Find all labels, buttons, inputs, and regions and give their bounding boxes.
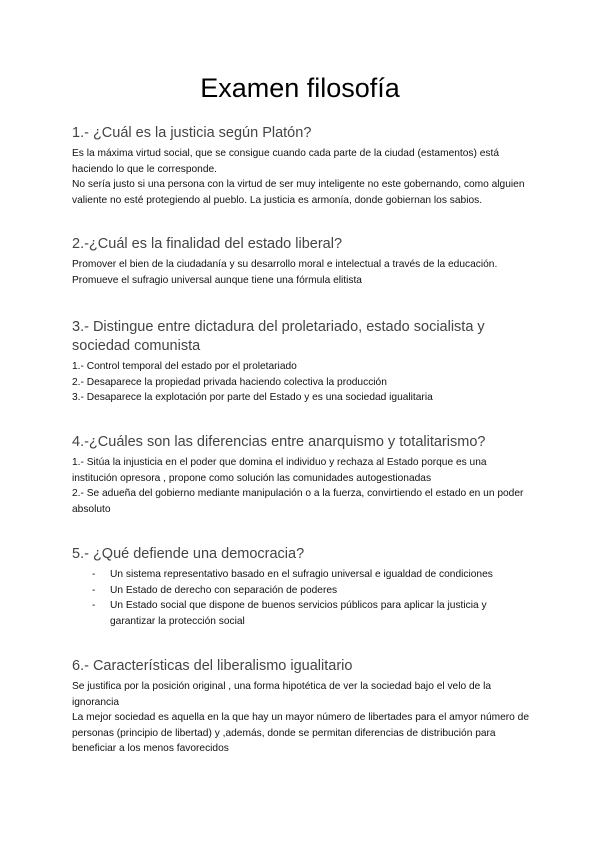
- answer-5-list-item: [92, 567, 534, 583]
- question-2-heading: 2.-¿Cuál es la finalidad del estado liberal?: [72, 236, 343, 252]
- question-section-4: [72, 433, 534, 517]
- answer-4-paragraph-1: 1.- Sitúa la injusticia en el poder que domina el individuo y rechaza al Estado porque es una institución opresora , propone como solución las comunidades autogestionadas: [72, 457, 487, 484]
- dash-bullet-icon: -: [92, 584, 96, 596]
- question-section-6: [72, 657, 534, 757]
- answer-5-item-1-text: Un sistema representativo basado en el sufragio universal e igualdad de condiciones: [110, 569, 493, 580]
- answer-1-paragraph-2: No sería justo si una persona con la virtud de ser muy inteligente no este gobernando, como alguien valiente no esté protegiendo al pueblo. La justicia es armonía, donde gobiernan los sabios.: [72, 179, 525, 206]
- answer-5-list: [72, 567, 534, 629]
- answer-5-item-2-text: Un Estado de derecho con separación de poderes: [110, 584, 338, 596]
- dash-bullet-icon: -: [92, 600, 96, 611]
- answer-2-paragraph-1: Promover el bien de la ciudadanía y su desarrollo moral e intelectual a través de la educación. Promueve el sufragio universal aunque tiene una fórmula elitista: [72, 259, 498, 286]
- question-4-heading: 4.-¿Cuáles son las diferencias entre anarquismo y totalitarismo?: [72, 434, 486, 450]
- answer-3-line-3: 3.- Desaparece la explotación por parte del Estado y es una sociedad igualitaria: [72, 392, 433, 403]
- answer-6-paragraph-2: La mejor sociedad es aquella en la que hay un mayor número de libertades para el amyor número de personas (principio de libertad) y ,además, donde se permitan diferencias de distribución para beneficiar a los menos favorecidos: [72, 712, 530, 754]
- question-section-5: [72, 545, 534, 629]
- question-section-1: [72, 124, 534, 208]
- question-1-heading: 1.- ¿Cuál es la justicia según Platón?: [72, 125, 312, 141]
- answer-5-list-item: [92, 583, 534, 599]
- question-6-heading: 6.- Características del liberalismo igualitario: [72, 658, 353, 674]
- question-section-2: [72, 235, 534, 288]
- answer-1-paragraph-1: Es la máxima virtud social, que se consigue cuando cada parte de la ciudad (estamentos) está haciendo lo que le corresponde.: [72, 148, 499, 175]
- question-3-heading: 3.- Distingue entre dictadura del proletariado, estado socialista y sociedad comunista: [72, 319, 485, 354]
- answer-6-paragraph-1: Se justifica por la posición original , una forma hipotética de ver la sociedad bajo el velo de la ignorancia: [72, 681, 492, 708]
- answer-3-line-2: 2.- Desaparece la propiedad privada haciendo colectiva la producción: [72, 376, 387, 388]
- answer-4-paragraph-2: 2.- Se adueña del gobierno mediante manipulación o a la fuerza, convirtiendo el estado en un poder absoluto: [72, 488, 524, 515]
- question-section-3: [72, 318, 534, 406]
- document-title: Examen filosofía: [200, 73, 400, 103]
- question-5-heading: 5.- ¿Qué defiende una democracia?: [72, 546, 305, 562]
- answer-3-line-1: 1.- Control temporal del estado por el proletariado: [72, 361, 297, 372]
- answer-5-item-3-text: Un Estado social que dispone de buenos servicios públicos para aplicar la justicia y garantizar la protección social: [110, 600, 487, 627]
- answer-5-list-item: [92, 598, 534, 629]
- dash-bullet-icon: -: [92, 569, 96, 580]
